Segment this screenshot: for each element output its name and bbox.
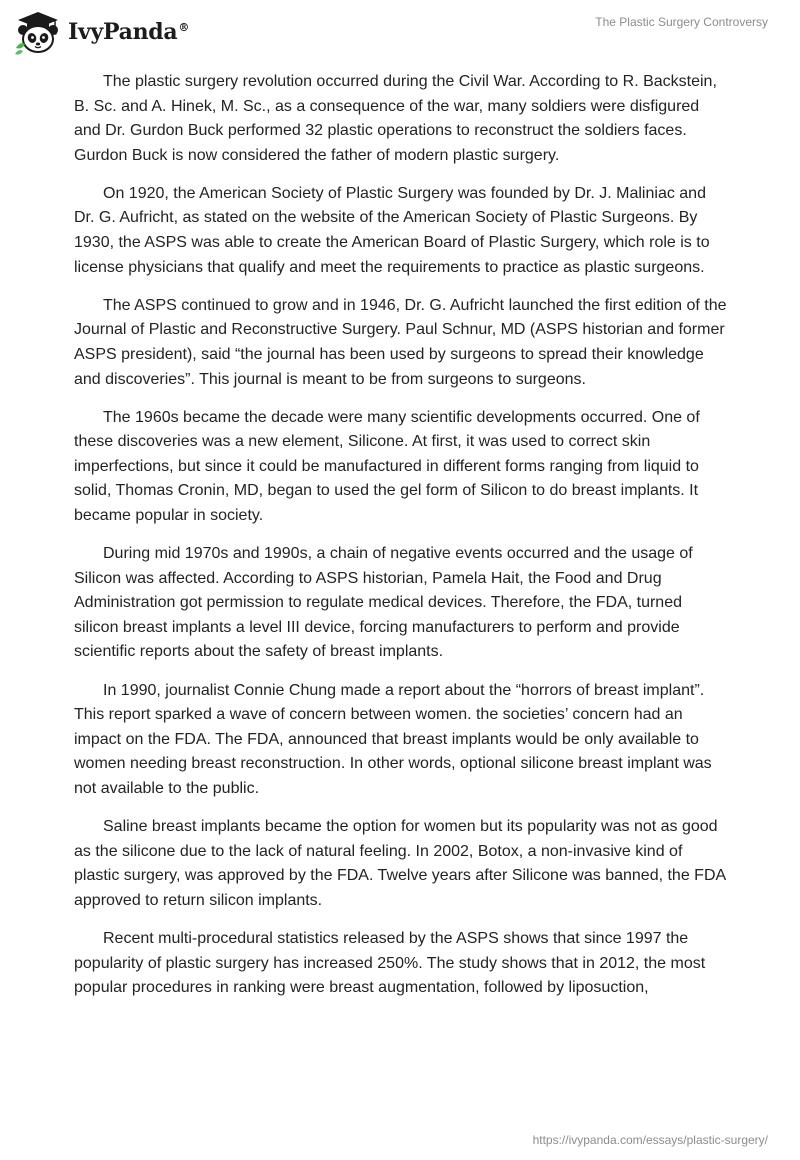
brand-logo[interactable]: [12, 8, 189, 56]
paragraph: In 1990, journalist Connie Chung made a report about the “horrors of breast implant”. This report sparked a wave of concern between women. the societies’ concern had an impact on the FDA. The FDA, announced that breast implants would be only available to women needing breast reconstruction. In other words, optional silicone breast implant was not available to the public.: [74, 681, 712, 797]
paragraph: The ASPS continued to grow and in 1946, Dr. G. Aufricht launched the first edition of the Journal of Plastic and Reconstructive Surgery. Paul Schnur, MD (ASPS historian and former ASPS president), said “the journal has been used by surgeons to spread their knowledge and discoveries”. This journal is meant to be from surgeons to surgeons.: [74, 296, 727, 388]
page-header: [0, 0, 800, 62]
panda-graduation-logo-icon: [12, 8, 62, 56]
paragraph: During mid 1970s and 1990s, a chain of negative events occurred and the usage of Silicon was affected. According to ASPS historian, Pamela Hait, the Food and Drug Administration got permission to regulate medical devices. Therefore, the FDA, turned silicon breast implants a level III device, forcing manufacturers to perform and provide scientific reports about the safety of breast implants.: [74, 545, 693, 661]
essay-body: [74, 70, 730, 1014]
paragraph: On 1920, the American Society of Plastic Surgery was founded by Dr. J. Maliniac and Dr. G. Aufricht, as stated on the website of the American Society of Plastic Surgeons. By 1930, the ASPS was able to create the American Board of Plastic Surgery, which role is to license physicians that qualify and meet the requirements to practice as plastic surgeons.: [74, 184, 710, 276]
document-title: The Plastic Surgery Controversy: [595, 15, 768, 29]
paragraph: Saline breast implants became the option for women but its popularity was not as good as the silicone due to the lack of natural feeling. In 2002, Botox, a non-invasive kind of plastic surgery, was approved by the FDA. Twelve years after Silicone was banned, the FDA approved to return silicon implants.: [74, 818, 726, 909]
paragraph: The plastic surgery revolution occurred during the Civil War. According to R. Backstein, B. Sc. and A. Hinek, M. Sc., as a consequence of the war, many soldiers were disfigured and Dr. Gurdon Buck performed 32 plastic operations to reconstruct the soldiers faces. Gurdon Buck is now considered the father of modern plastic surgery.: [74, 73, 717, 164]
source-url-link[interactable]: https://ivypanda.com/essays/plastic-surgery/: [532, 1133, 768, 1147]
brand-name: IvyPanda®: [68, 19, 190, 45]
paragraph: The 1960s became the decade were many scientific developments occurred. One of these discoveries was a new element, Silicone. At first, it was used to correct skin imperfections, but since it could be manufactured in different forms ranging from liquid to solid, Thomas Cronin, MD, began to used the gel form of Silicon to do breast implants. It became popular in society.: [74, 408, 700, 524]
paragraph: Recent multi-procedural statistics released by the ASPS shows that since 1997 the popularity of plastic surgery has increased 250%. The study shows that in 2012, the most popular procedures in ranking were breast augmentation, followed by liposuction,: [74, 929, 706, 997]
